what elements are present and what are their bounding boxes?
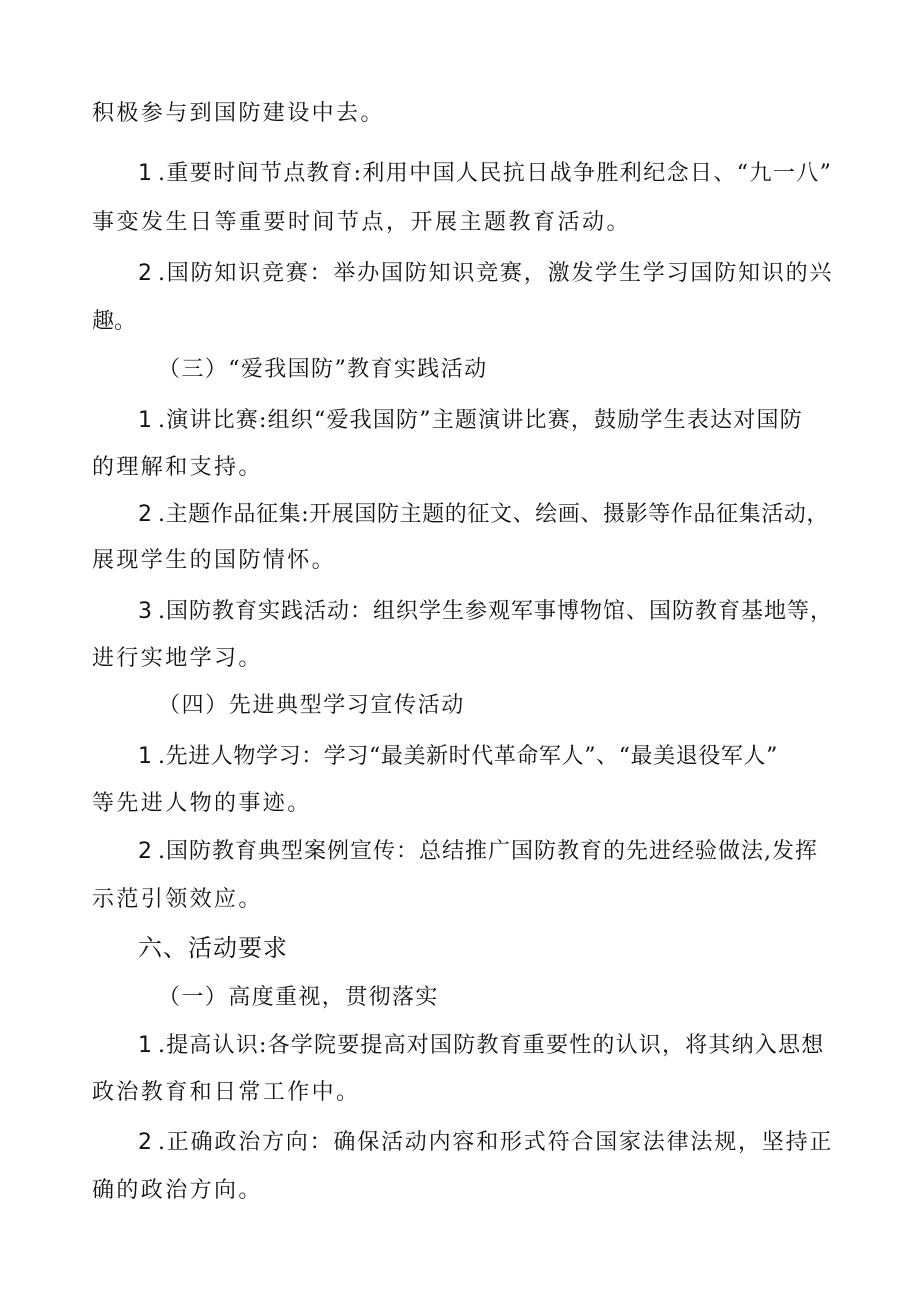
item-text-line: .提高认识:各学院要提高对国防教育重要性的认识，将其纳入思想 bbox=[158, 1033, 825, 1058]
item-number: 2 bbox=[138, 502, 152, 527]
item-text-line: 政治教育和日常工作中。 bbox=[92, 1080, 361, 1105]
item-text-line: .国防教育典型案例宣传：总结推广国防教育的先进经验做法,发挥 bbox=[158, 839, 818, 864]
item-text-line: 的理解和支持。 bbox=[92, 455, 263, 480]
item-number: 3 bbox=[138, 599, 152, 624]
item-text-line: .国防知识竞赛：举办国防知识竞赛，激发学生学习国防知识的兴 bbox=[158, 261, 834, 286]
paragraph-continuation: 积极参与到国防建设中去。 bbox=[92, 101, 385, 126]
item-text-line: 示范引领效应。 bbox=[92, 887, 263, 912]
item-number: 2 bbox=[138, 261, 152, 286]
item-number: 1 bbox=[138, 408, 152, 433]
item-number: 2 bbox=[138, 839, 152, 864]
item-text-line: 展现学生的国防情怀。 bbox=[92, 548, 337, 573]
item-text-line: 趣。 bbox=[92, 309, 137, 334]
section-title: （一）高度重视，贯彻落实 bbox=[158, 985, 439, 1010]
item-text-line: .正确政治方向：确保活动内容和形式符合国家法律法规，坚持正 bbox=[158, 1130, 834, 1155]
item-text-line: 等先进人物的事迹。 bbox=[92, 791, 312, 816]
item-number: 1 bbox=[138, 1033, 152, 1058]
item-number: 1 bbox=[138, 161, 152, 186]
item-text-line: .重要时间节点教育:利用中国人民抗日战争胜利纪念日、“九一八” bbox=[158, 161, 833, 186]
item-text-line: .国防教育实践活动：组织学生参观军事博物馆、国防教育基地等， bbox=[158, 599, 833, 624]
item-text-line: .先进人物学习：学习“最美新时代革命军人”、“最美退役军人” bbox=[158, 744, 778, 769]
item-text-line: 进行实地学习。 bbox=[92, 646, 263, 671]
item-number: 1 bbox=[138, 744, 152, 769]
item-text-line: .主题作品征集:开展国防主题的征文、绘画、摄影等作品征集活动， bbox=[158, 502, 830, 527]
item-number: 2 bbox=[138, 1130, 152, 1155]
item-text-line: 事变发生日等重要时间节点，开展主题教育活动。 bbox=[92, 210, 632, 235]
item-text-line: .演讲比赛:组织“爱我国防”主题演讲比赛，鼓励学生表达对国防 bbox=[158, 408, 803, 433]
item-text-line: 确的政治方向。 bbox=[92, 1178, 263, 1203]
chapter-heading: 六、活动要求 bbox=[138, 934, 288, 962]
section-title: （三）“爱我国防”教育实践活动 bbox=[158, 357, 488, 382]
section-title: （四）先进典型学习宣传活动 bbox=[158, 693, 465, 718]
